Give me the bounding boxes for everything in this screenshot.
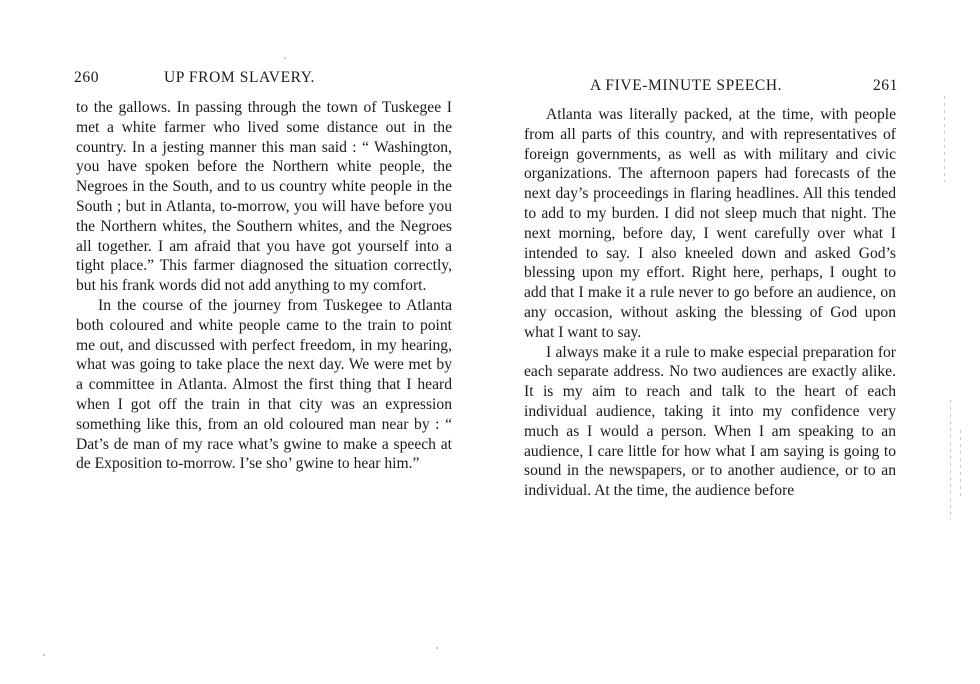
left-paragraph-2: In the course of the journey from Tuskegee to Atlanta both coloured and white people came to the train to point me out, and discussed with perfect freedom, in my hearing, what was going to take place the next day. We were met by a committee in Atlanta. Almost the first thing that I heard when I got off the train in that city was an expression something like this, from an old coloured man near by : “ Dat’s de man of my race what’s gwine to make a speech at de Exposition to-morrow. I’se sho’ gwine to hear him.” — [76, 296, 452, 473]
right-paragraph-2: I always make it a rule to make especial preparation for each separate address. No two audiences are exactly alike. It is my aim to reach and talk to the heart of each individual audience, taking it into my confidence very much as I would a person. When I am speaking to an audience, I care little for how what I am saying is going to sound in the newspapers, or to another audience, or to an individual. At the time, the audience before — [524, 343, 896, 500]
right-running-title: A FIVE-MINUTE SPEECH. — [590, 77, 783, 94]
right-body-text — [524, 105, 896, 501]
scan-edge-mark — [944, 96, 945, 182]
right-page — [512, 0, 904, 684]
left-paragraph-1: to the gallows. In passing through the town of Tuskegee I met a white farmer who lived some distance out in the country. In a jesting manner this man said : “ Washington, you have spoken before the Northern white people, the Negroes in the South, and to us country white people in the South ; but in Atlanta, to-morrow, you will have before you the Northern whites, the Southern whites, and the Negroes all together. I am afraid that you have got yourself into a tight place.” This farmer diagnosed the situation correctly, but his frank words did not add anything to my comfort. — [76, 99, 452, 295]
left-running-title: UP FROM SLAVERY. — [164, 69, 316, 86]
right-running-head — [512, 77, 904, 97]
left-body-text — [76, 98, 452, 474]
right-paragraph-1: Atlanta was literally packed, at the time, with people from all parts of this country, and with representatives of foreign governments, as well as with military and civic organizations. The afternoon papers had forecasts of the next day’s proceedings in flaring headlines. All this tended to add to my burden. I did not sleep much that night. The next morning, before day, I went carefully over what I intended to say. I also kneeled down and asked God’s blessing upon my effort. Right here, perhaps, I ought to add that I make it a rule never to go before an audience, on any occasion, without asking the blessing of God upon what I want to say. — [524, 106, 896, 341]
right-page-number: 261 — [872, 77, 898, 94]
scan-speck — [436, 647, 438, 649]
left-page — [60, 0, 460, 684]
scan-edge-mark — [960, 430, 961, 500]
scan-speck — [284, 57, 286, 59]
scan-speck — [43, 654, 45, 656]
left-page-number: 260 — [74, 69, 100, 86]
scan-edge-mark — [950, 400, 951, 520]
left-running-head — [60, 69, 460, 89]
